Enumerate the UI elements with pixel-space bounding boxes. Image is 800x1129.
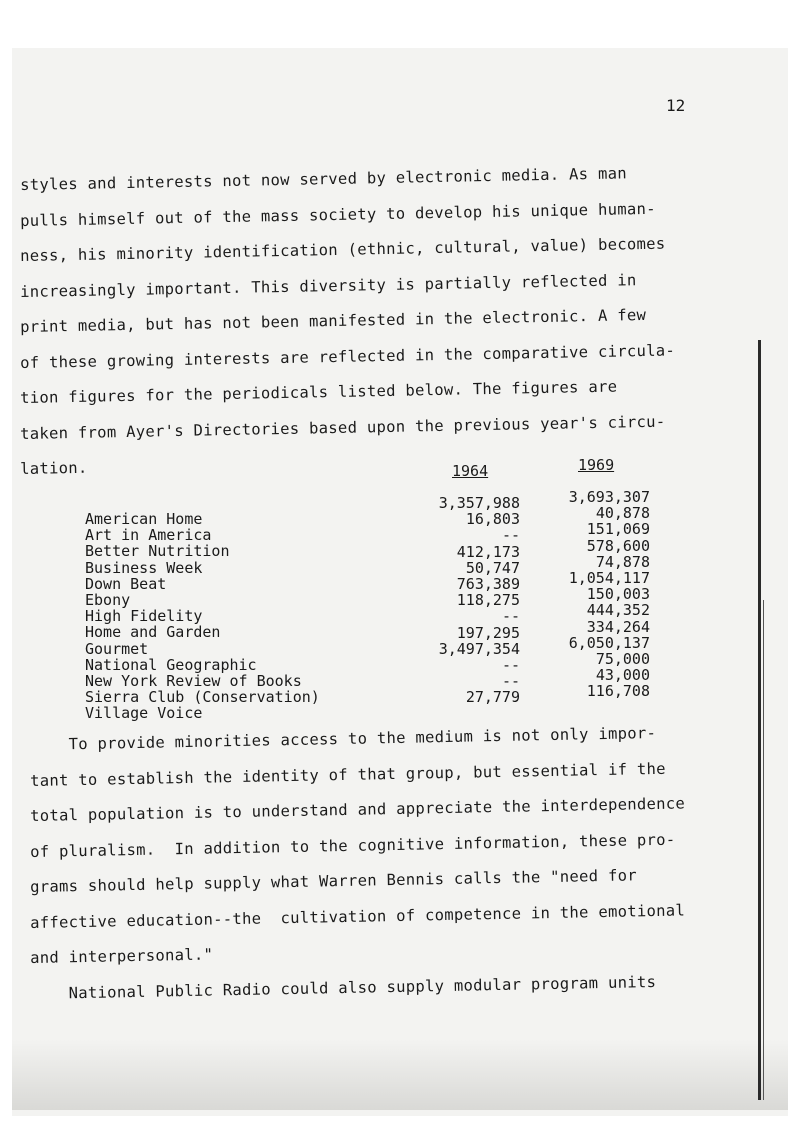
table-row-name: Home and Garden	[85, 623, 221, 642]
table-cell-1969: 6,050,137	[568, 633, 650, 652]
table-cell-1969: 3,693,307	[568, 488, 650, 506]
table-row-name: Village Voice	[85, 704, 203, 723]
table-cell-1969: 116,708	[586, 682, 650, 701]
text-line: of pluralism. In addition to the cognitive information, these pro-	[30, 830, 676, 861]
binding-edge-line	[758, 340, 761, 1100]
table-cell-1964: --	[501, 526, 520, 545]
text-line: print media, but has not been manifested in the electronic. A few	[20, 305, 647, 336]
text-line: increasingly important. This diversity is partially reflected in	[20, 270, 637, 301]
table-cell-1969: 1,054,117	[568, 569, 650, 587]
binding-edge-line-secondary	[763, 600, 764, 1100]
table-row-name: Ebony	[85, 591, 131, 609]
column-header-1964: 1964	[452, 462, 489, 480]
text-line: tion figures for the periodicals listed below. The figures are	[20, 377, 618, 407]
table-row-name: National Geographic	[85, 655, 257, 674]
table-row-name: Business Week	[85, 558, 203, 577]
table-row-name: American Home	[85, 510, 203, 528]
table-cell-1964: 763,389	[456, 575, 520, 593]
table-row-name: Gourmet	[85, 639, 149, 658]
table-cell-1964: --	[501, 672, 520, 691]
text-line: grams should help supply what Warren Bennis calls the "need for	[30, 866, 638, 896]
table-row-name: New York Review of Books	[85, 672, 302, 690]
text-line: lation.	[20, 458, 88, 478]
table-cell-1964: 118,275	[456, 591, 520, 610]
table-row-name: Better Nutrition	[85, 542, 230, 561]
text-line: To provide minorities access to the medium is not only impor-	[30, 723, 657, 754]
table-cell-1964: 27,779	[465, 688, 520, 707]
table-cell-1969: 334,264	[586, 617, 650, 636]
table-cell-1969: 75,000	[595, 650, 650, 668]
table-row-name: Down Beat	[85, 574, 167, 593]
table-cell-1964: 412,173	[456, 542, 520, 561]
text-line: affective education--the cultivation of competence in the emotional	[30, 900, 686, 932]
table-cell-1964: 197,295	[456, 623, 520, 642]
table-cell-1964: 50,747	[465, 558, 520, 577]
table-cell-1964: --	[501, 607, 520, 626]
table-cell-1964: 3,357,988	[438, 494, 520, 512]
text-line: of these growing interests are reflected in the comparative circula-	[20, 340, 676, 372]
table-cell-1964: --	[501, 656, 520, 674]
text-line: and interpersonal."	[30, 945, 214, 967]
text-line: National Public Radio could also supply modular program units	[30, 972, 657, 1003]
table-cell-1969: 43,000	[595, 666, 650, 685]
table-cell-1969: 444,352	[586, 601, 650, 620]
page-top-margin	[0, 0, 800, 48]
scan-shadow	[12, 1040, 788, 1110]
text-line: total population is to understand and appreciate the interdependence	[30, 794, 686, 825]
table-cell-1969: 74,878	[595, 552, 650, 571]
text-line: styles and interests not now served by electronic media. As man	[20, 164, 628, 194]
table-row-name: High Fidelity	[85, 607, 203, 626]
column-header-1969: 1969	[578, 456, 615, 474]
page-number: 12	[666, 96, 686, 115]
text-line: pulls himself out of the mass society to develop his unique human-	[20, 199, 656, 230]
text-line: taken from Ayer's Directories based upon the previous year's circu-	[20, 412, 666, 443]
table-cell-1964: 16,803	[465, 510, 520, 529]
table-cell-1969: 151,069	[586, 520, 650, 539]
table-cell-1969: 578,600	[586, 536, 650, 555]
table-row-name: Sierra Club (Conservation)	[85, 688, 320, 707]
text-line: tant to establish the identity of that group, but essential if the	[30, 759, 666, 790]
table-cell-1969: 40,878	[595, 504, 650, 523]
text-line: ness, his minority identification (ethnic, cultural, value) becomes	[20, 234, 666, 265]
table-cell-1969: 150,003	[586, 585, 650, 604]
table-row-name: Art in America	[85, 526, 212, 545]
table-cell-1964: 3,497,354	[438, 639, 520, 658]
